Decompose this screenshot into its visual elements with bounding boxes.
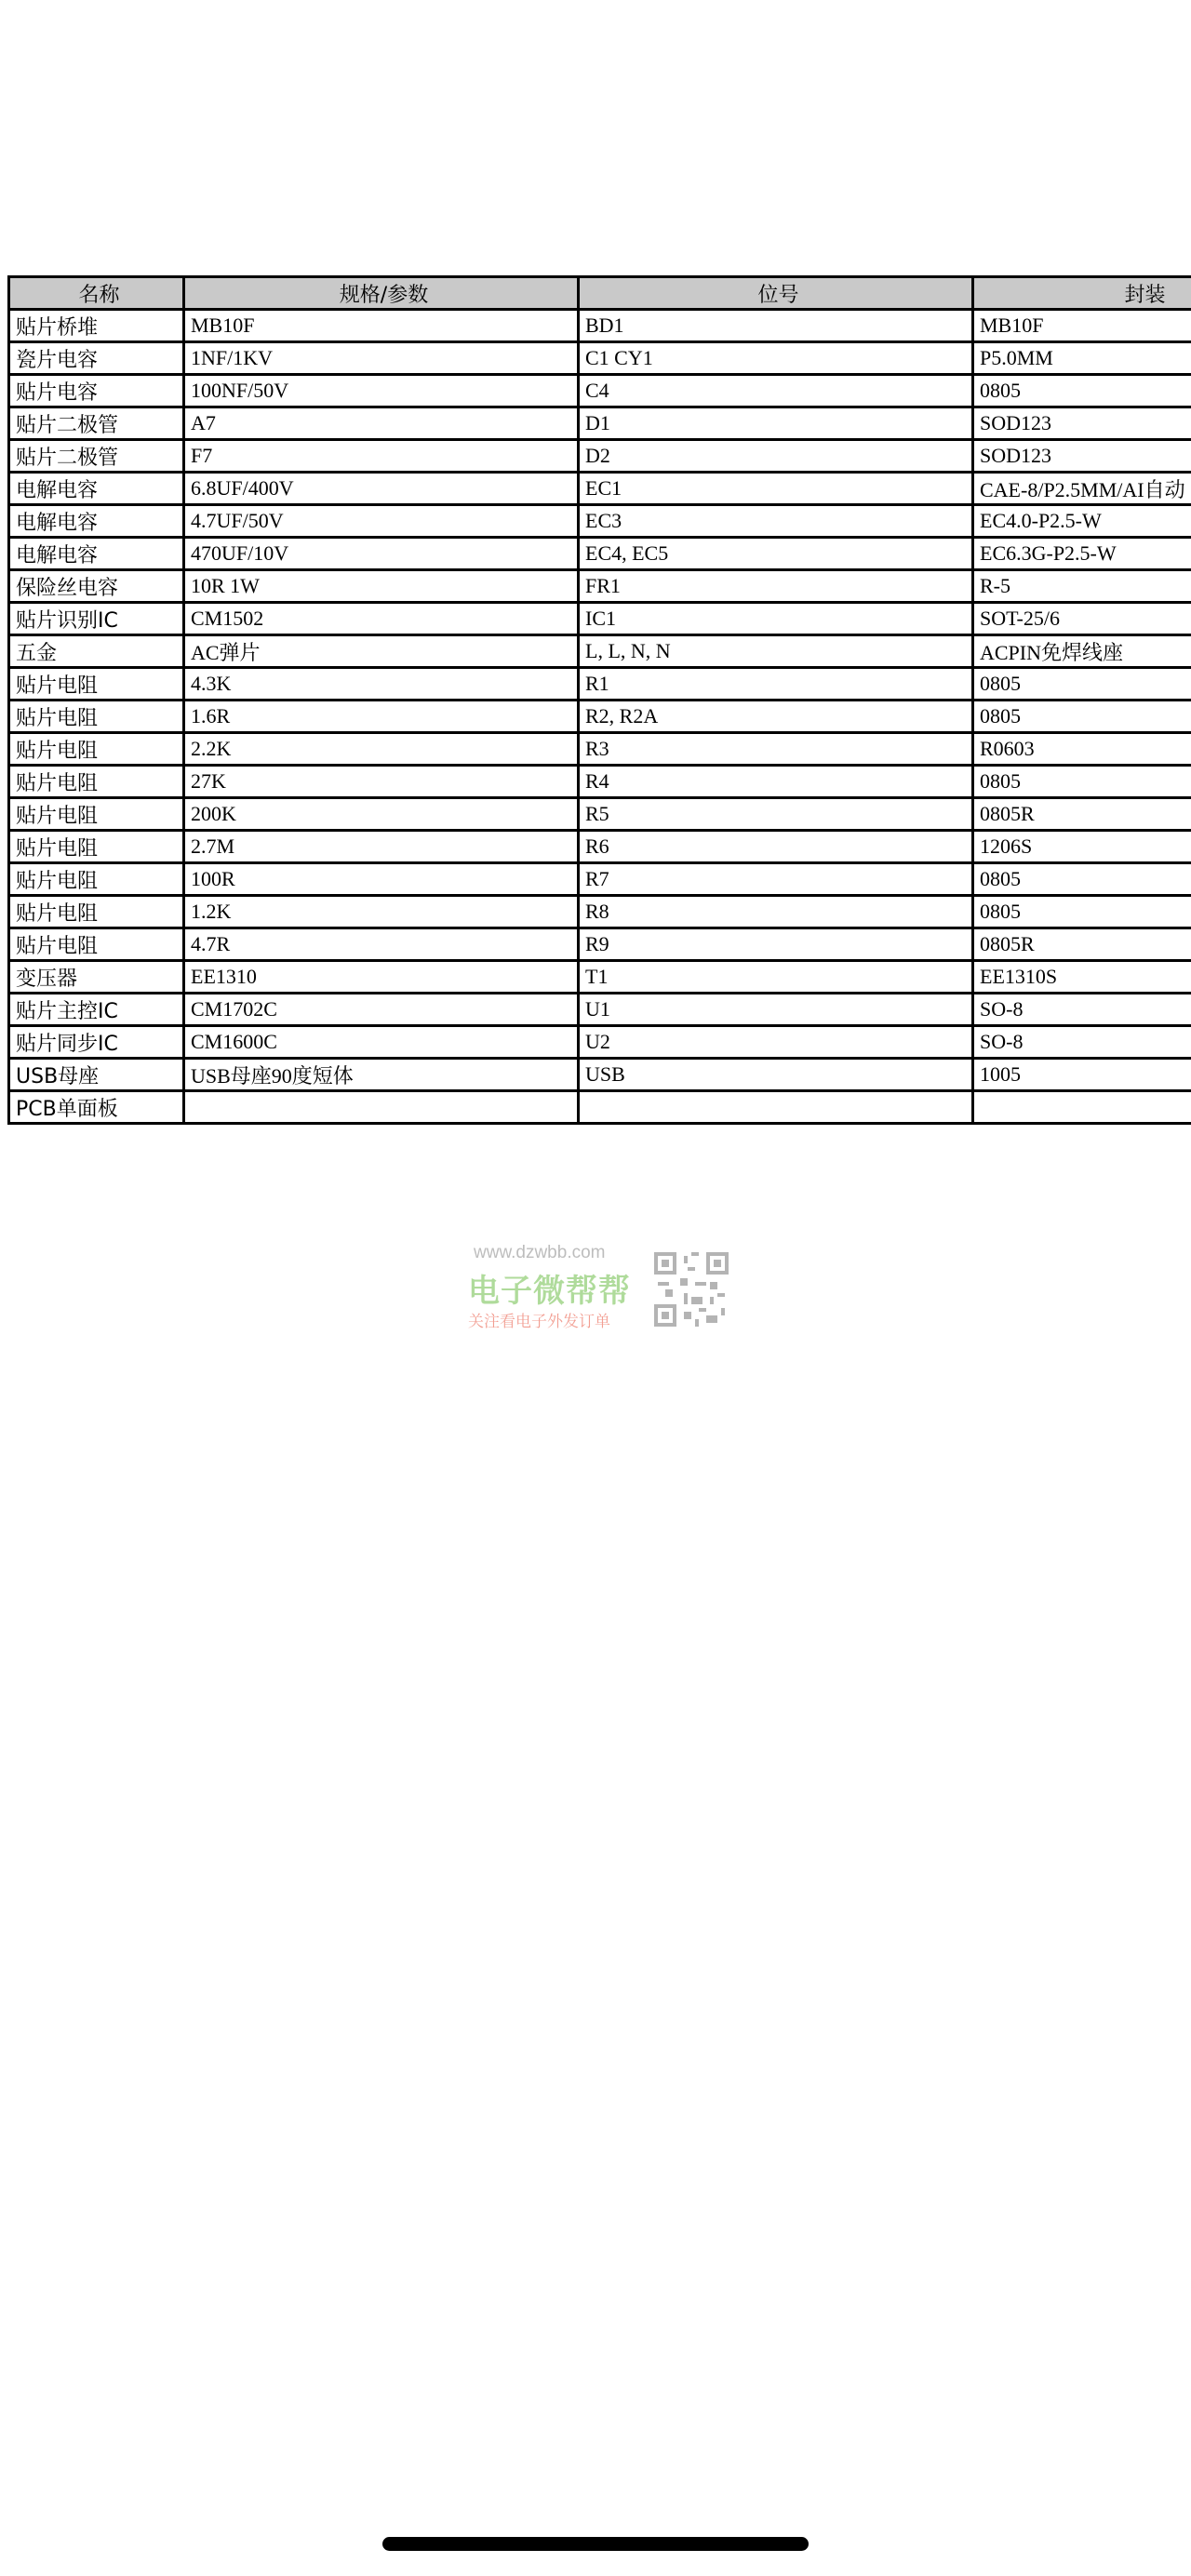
table-row (9, 831, 1191, 863)
component-spec-cell: 1.2K (184, 896, 579, 928)
table-row (9, 863, 1191, 896)
table-row (9, 1026, 1191, 1059)
table-row (9, 505, 1191, 538)
component-package-cell (973, 1091, 1191, 1124)
table-row (9, 994, 1191, 1026)
table-row (9, 766, 1191, 798)
component-designator-cell: U2 (579, 1026, 973, 1059)
component-package-cell: SO-8 (973, 1026, 1191, 1059)
table-row (9, 375, 1191, 407)
component-spec-cell: 1.6R (184, 701, 579, 733)
table-row (9, 1059, 1191, 1091)
home-indicator[interactable] (382, 2537, 809, 2551)
component-package-cell: 0805 (973, 896, 1191, 928)
component-spec-cell: 1NF/1KV (184, 342, 579, 375)
component-package-cell: MB10F (973, 310, 1191, 342)
component-spec-cell: AC弹片 (184, 635, 579, 668)
component-spec-cell: 200K (184, 798, 579, 831)
watermark-logo (455, 1241, 734, 1334)
table-row (9, 798, 1191, 831)
bom-table-container (0, 275, 1191, 1125)
component-name-cell: 贴片电阻 (9, 863, 184, 896)
component-spec-cell: 470UF/10V (184, 538, 579, 570)
component-designator-cell: L, L, N, N (579, 635, 973, 668)
component-name-cell: PCB单面板 (9, 1091, 184, 1124)
table-row (9, 570, 1191, 603)
table-row (9, 701, 1191, 733)
component-spec-cell: 4.3K (184, 668, 579, 701)
component-package-cell: P5.0MM (973, 342, 1191, 375)
component-spec-cell: 4.7UF/50V (184, 505, 579, 538)
component-designator-cell: USB (579, 1059, 973, 1091)
table-row (9, 928, 1191, 961)
table-row (9, 961, 1191, 994)
component-name-cell: 贴片二极管 (9, 407, 184, 440)
component-designator-cell: R8 (579, 896, 973, 928)
component-designator-cell: D2 (579, 440, 973, 473)
component-designator-cell: R3 (579, 733, 973, 766)
header-name: 名称 (9, 277, 184, 310)
component-designator-cell: BD1 (579, 310, 973, 342)
component-package-cell: 0805 (973, 668, 1191, 701)
watermark-url: www.dzwbb.com (474, 1243, 606, 1262)
component-name-cell: 五金 (9, 635, 184, 668)
component-package-cell: EC6.3G-P2.5-W (973, 538, 1191, 570)
component-spec-cell (184, 1091, 579, 1124)
component-package-cell: 0805 (973, 766, 1191, 798)
component-spec-cell: A7 (184, 407, 579, 440)
component-name-cell: 保险丝电容 (9, 570, 184, 603)
component-designator-cell: EC4, EC5 (579, 538, 973, 570)
component-spec-cell: MB10F (184, 310, 579, 342)
header-package: 封装 (973, 277, 1191, 310)
component-package-cell: R-5 (973, 570, 1191, 603)
component-designator-cell: R5 (579, 798, 973, 831)
component-name-cell: 贴片主控IC (9, 994, 184, 1026)
table-row (9, 896, 1191, 928)
component-designator-cell: FR1 (579, 570, 973, 603)
component-spec-cell: 10R 1W (184, 570, 579, 603)
component-designator-cell: U1 (579, 994, 973, 1026)
component-package-cell: SO-8 (973, 994, 1191, 1026)
component-name-cell: 贴片电阻 (9, 766, 184, 798)
component-package-cell: 0805R (973, 798, 1191, 831)
component-spec-cell: 100NF/50V (184, 375, 579, 407)
component-package-cell: 1005 (973, 1059, 1191, 1091)
table-row (9, 635, 1191, 668)
component-spec-cell: 100R (184, 863, 579, 896)
component-designator-cell (579, 1091, 973, 1124)
component-designator-cell: R9 (579, 928, 973, 961)
component-spec-cell: USB母座90度短体 (184, 1059, 579, 1091)
table-row (9, 1091, 1191, 1124)
component-spec-cell: CM1702C (184, 994, 579, 1026)
component-name-cell: 贴片桥堆 (9, 310, 184, 342)
component-package-cell: 0805 (973, 701, 1191, 733)
header-designator: 位号 (579, 277, 973, 310)
component-spec-cell: CM1502 (184, 603, 579, 635)
component-name-cell: 电解电容 (9, 505, 184, 538)
watermark-title: 电子微帮帮 (468, 1273, 631, 1310)
table-row (9, 603, 1191, 635)
component-designator-cell: IC1 (579, 603, 973, 635)
component-spec-cell: 2.2K (184, 733, 579, 766)
component-package-cell: EC4.0-P2.5-W (973, 505, 1191, 538)
watermark-subtitle: 关注看电子外发订单 (468, 1313, 610, 1331)
component-designator-cell: C4 (579, 375, 973, 407)
table-row (9, 668, 1191, 701)
component-name-cell: 瓷片电容 (9, 342, 184, 375)
component-name-cell: 贴片二极管 (9, 440, 184, 473)
component-designator-cell: D1 (579, 407, 973, 440)
component-designator-cell: T1 (579, 961, 973, 994)
component-name-cell: 贴片电阻 (9, 831, 184, 863)
component-package-cell: ACPIN免焊线座 (973, 635, 1191, 668)
table-row (9, 733, 1191, 766)
component-package-cell: SOD123 (973, 407, 1191, 440)
bom-table (7, 275, 1191, 1125)
component-name-cell: 电解电容 (9, 538, 184, 570)
component-name-cell: USB母座 (9, 1059, 184, 1091)
component-package-cell: 1206S (973, 831, 1191, 863)
component-package-cell: EE1310S (973, 961, 1191, 994)
component-spec-cell: F7 (184, 440, 579, 473)
component-name-cell: 贴片电阻 (9, 896, 184, 928)
table-header-row (9, 277, 1191, 310)
component-package-cell: CAE-8/P2.5MM/AI自动 (973, 473, 1191, 505)
table-row (9, 440, 1191, 473)
component-designator-cell: R7 (579, 863, 973, 896)
component-name-cell: 贴片识别IC (9, 603, 184, 635)
component-name-cell: 贴片电阻 (9, 798, 184, 831)
component-designator-cell: R6 (579, 831, 973, 863)
component-designator-cell: C1 CY1 (579, 342, 973, 375)
component-designator-cell: EC3 (579, 505, 973, 538)
component-package-cell: SOT-25/6 (973, 603, 1191, 635)
component-spec-cell: 27K (184, 766, 579, 798)
table-row (9, 407, 1191, 440)
component-name-cell: 贴片电阻 (9, 928, 184, 961)
component-package-cell: R0603 (973, 733, 1191, 766)
component-spec-cell: 4.7R (184, 928, 579, 961)
component-package-cell: 0805 (973, 375, 1191, 407)
qr-code-icon (654, 1252, 729, 1327)
component-name-cell: 贴片电阻 (9, 701, 184, 733)
table-row (9, 538, 1191, 570)
component-package-cell: 0805 (973, 863, 1191, 896)
table-row (9, 342, 1191, 375)
header-spec: 规格/参数 (184, 277, 579, 310)
table-row (9, 473, 1191, 505)
component-name-cell: 变压器 (9, 961, 184, 994)
component-name-cell: 电解电容 (9, 473, 184, 505)
component-name-cell: 贴片电阻 (9, 733, 184, 766)
component-spec-cell: CM1600C (184, 1026, 579, 1059)
component-spec-cell: EE1310 (184, 961, 579, 994)
component-designator-cell: R2, R2A (579, 701, 973, 733)
component-designator-cell: R1 (579, 668, 973, 701)
component-designator-cell: EC1 (579, 473, 973, 505)
component-package-cell: 0805R (973, 928, 1191, 961)
component-name-cell: 贴片同步IC (9, 1026, 184, 1059)
component-name-cell: 贴片电阻 (9, 668, 184, 701)
component-spec-cell: 2.7M (184, 831, 579, 863)
table-row (9, 310, 1191, 342)
component-package-cell: SOD123 (973, 440, 1191, 473)
component-name-cell: 贴片电容 (9, 375, 184, 407)
component-spec-cell: 6.8UF/400V (184, 473, 579, 505)
component-designator-cell: R4 (579, 766, 973, 798)
